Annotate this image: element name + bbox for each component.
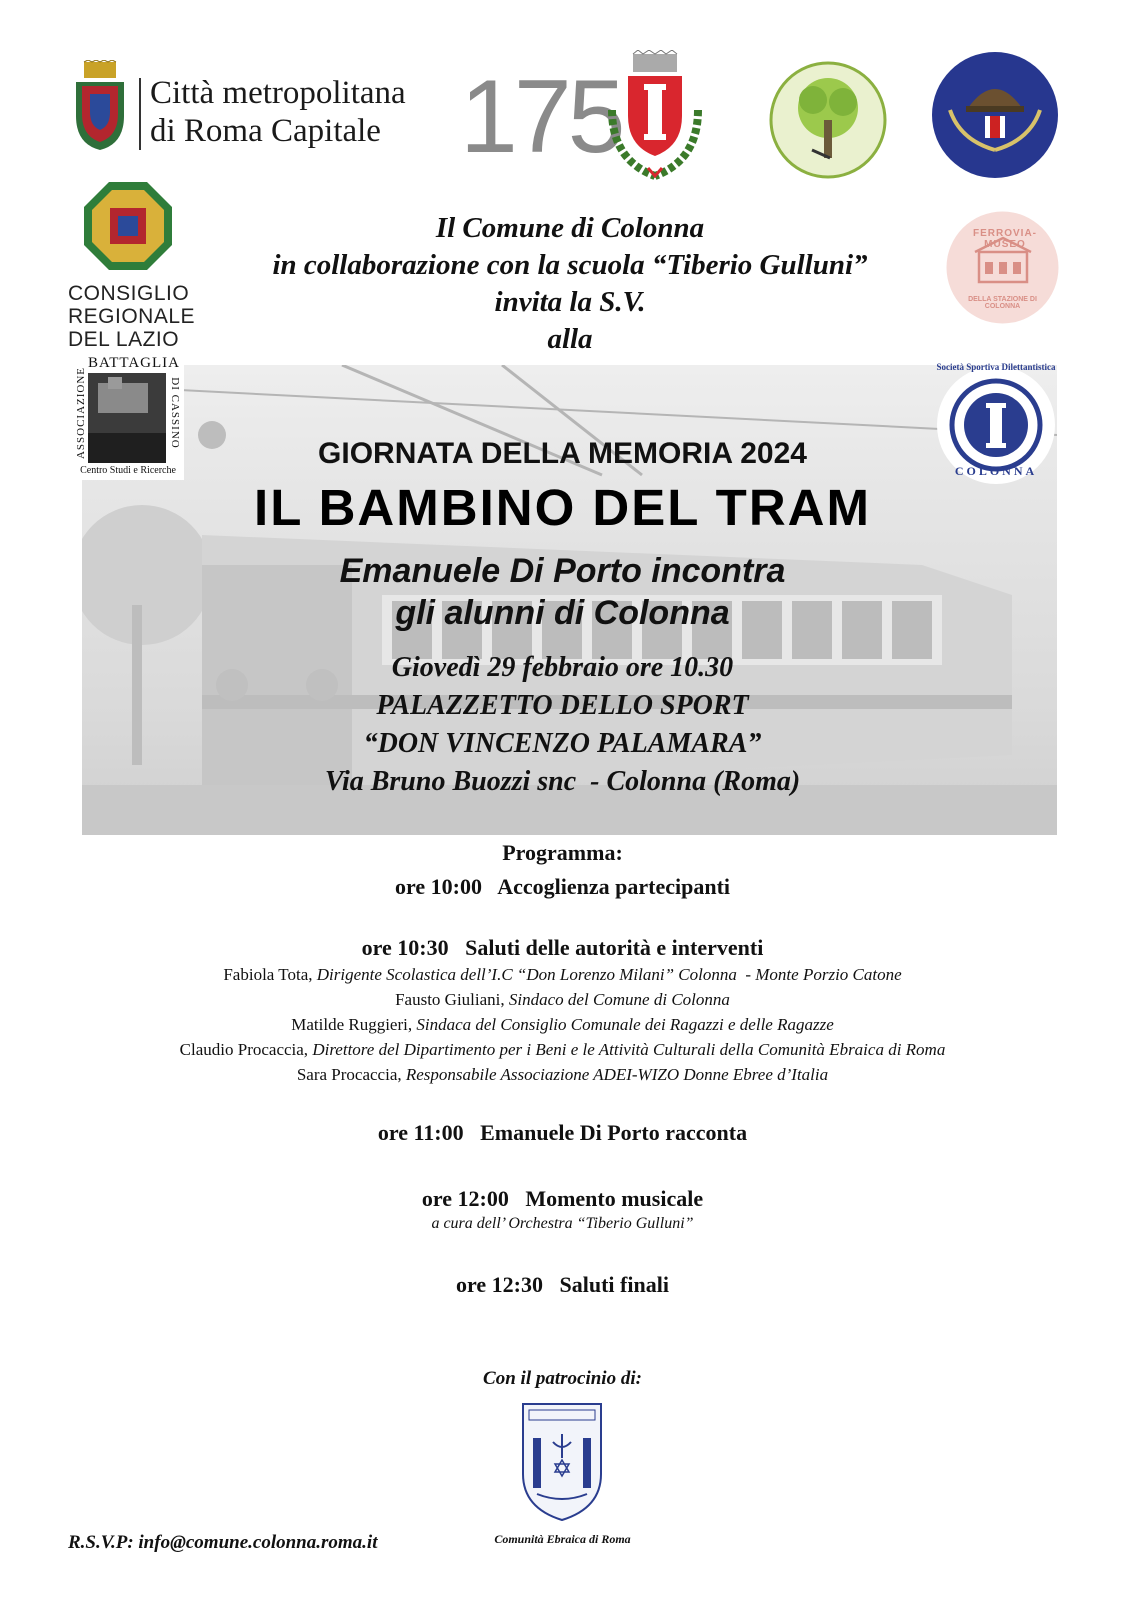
program-item-5: ore 12:30 Saluti finali [456,1272,669,1297]
speaker-line [0,1037,1125,1062]
event-venue-2: “DON VINCENZO PALAMARA” [363,728,762,759]
citta-line-1: Città metropolitana [150,75,406,111]
ferrovia-top-text: FERROVIA-MUSEO [973,228,1037,250]
speaker-line [0,1012,1125,1037]
event-tagline-2: gli alunni di Colonna [395,594,730,632]
program-item-4: ore 12:00 Momento musicale [421,1186,704,1211]
cassino-right-text: DI CASSINO [169,377,181,449]
speaker-role: Direttore del Dipartimento per i Beni e le Attività Culturali della Comunità Ebraica di Roma [312,1040,946,1059]
speaker-name: Fausto Giuliani, [395,990,505,1009]
citta-metropolitana-label [150,74,406,150]
program-item-4-note: a cura dell’ Orchestra “Tiberio Gulluni” [431,1215,694,1232]
event-venue-1: PALAZZETTO DELLO SPORT [376,690,749,721]
citta-metropolitana-crest [72,60,128,152]
event-title: IL BAMBINO DEL TRAM [254,479,871,536]
speaker-role: Responsabile Associazione ADEI-WIZO Donne Ebree d’Italia [405,1065,829,1084]
event-subtitle: GIORNATA DELLA MEMORIA 2024 [318,437,807,470]
speaker-line [0,987,1125,1012]
comunita-ebraica-label: Comunità Ebraica di Roma [494,1532,631,1546]
consiglio-line-2: REGIONALE [68,305,196,328]
combattenti-reduci-logo [930,50,1060,180]
speaker-name: Matilde Ruggieri, [291,1015,413,1034]
event-tagline-1: Emanuele Di Porto incontra [339,552,786,590]
colonna-crest [600,50,710,180]
cassino-left-text: ASSOCIAZIONE [75,366,87,460]
cassino-bottom-text: Centro Studi e Ricerche [80,465,176,476]
speaker-line [0,1062,1125,1087]
anniversary-number: 175 [460,59,622,175]
speaker-name: Claudio Procaccia, [179,1040,309,1059]
speaker-line [0,962,1125,987]
program-item-2: ore 10:30 Saluti delle autorità e interventi [361,935,764,960]
school-tree-logo [768,60,888,180]
consiglio-line-3: DEL LAZIO [68,328,180,351]
divider [139,78,141,150]
consiglio-regionale-emblem [82,180,174,272]
cassino-top-text: BATTAGLIA [88,355,180,371]
patronage-label: Con il patrocinio di: [483,1368,642,1389]
sportiva-top-text: Società Sportiva Dilettantistica [936,362,1056,372]
program-heading: Programma: [502,840,623,865]
consiglio-line-1: CONSIGLIO [68,282,190,305]
citta-line-2: di Roma Capitale [150,113,381,149]
speaker-role: Dirigente Scolastica dell’I.C “Don Lorenzo Milani” Colonna - Monte Porzio Catone [316,965,902,984]
program-item-3: ore 11:00 Emanuele Di Porto racconta [377,1120,748,1145]
consiglio-regionale-label [68,282,195,351]
event-date: Giovedì 29 febbraio ore 10.30 [391,652,734,683]
intro-line-3: invita la S.V. [494,286,646,318]
program-item-1: ore 10:00 Accoglienza partecipanti [394,874,731,899]
ferrovia-bottom-text: DELLA STAZIONE DI COLONNA [968,296,1037,310]
speaker-name: Fabiola Tota, [223,965,313,984]
speaker-role: Sindaca del Consiglio Comunale dei Ragazzi e delle Ragazze [416,1015,834,1034]
intro-line-1: Il Comune di Colonna [435,212,705,244]
sportiva-bottom-text: COLONNA [954,464,1038,478]
event-address: Via Bruno Buozzi snc - Colonna (Roma) [324,766,801,797]
speaker-name: Sara Procaccia, [296,1065,402,1084]
speaker-role: Sindaco del Comune di Colonna [508,990,730,1009]
comunita-ebraica-emblem [517,1398,607,1522]
intro-line-4: alla [547,323,593,355]
rsvp-email[interactable]: R.S.V.P: info@comune.colonna.roma.it [68,1532,378,1553]
intro-line-2: in collaborazione con la scuola “Tiberio Gulluni” [272,249,868,281]
